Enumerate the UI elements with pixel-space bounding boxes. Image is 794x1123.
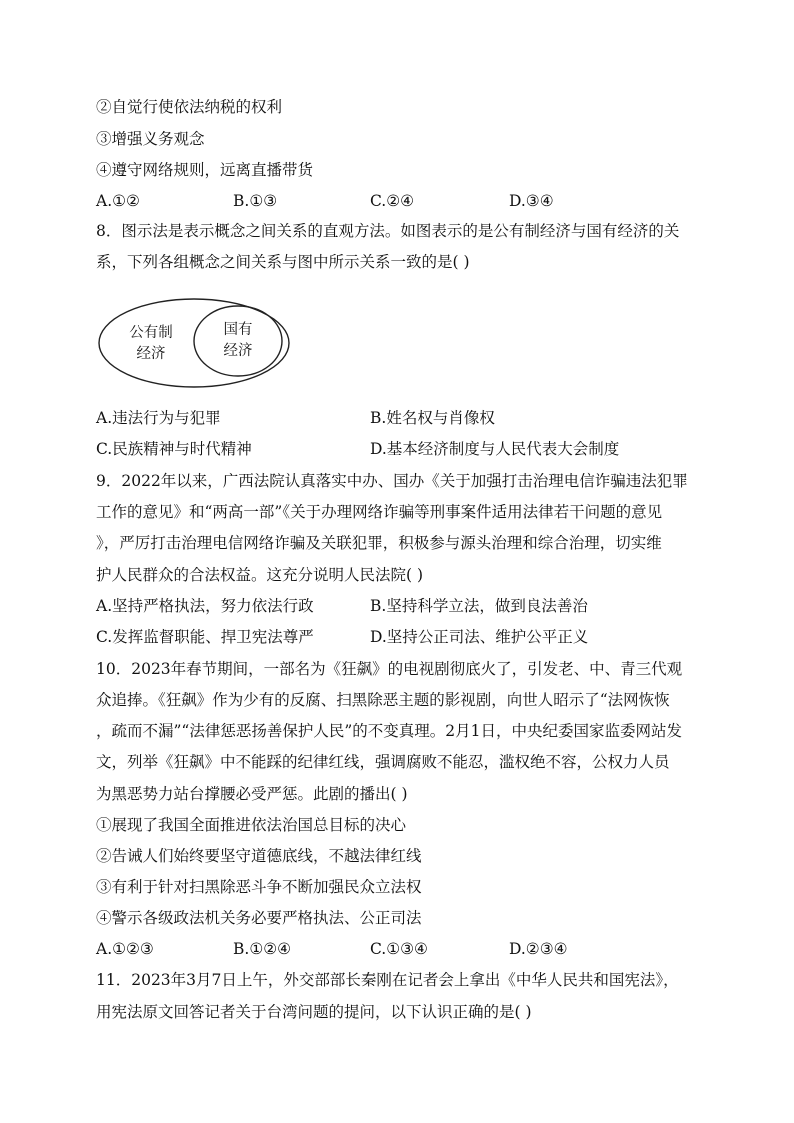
q8-option-c[interactable]: C.民族精神与时代精神 — [96, 440, 252, 458]
q10-stem-line-1: 10．2023年春节期间，一部名为《狂飙》的电视剧彻底火了，引发老、中、青三代观 — [96, 660, 683, 678]
q9-option-c[interactable]: C.发挥监督职能、捍卫宪法尊严 — [96, 628, 314, 646]
q9-stem-line-3: 》，严厉打击治理电信网络诈骗及关联犯罪，积极参与源头治理和综合治理，切实维 — [96, 534, 662, 552]
q7-statement-2: ②自觉行使依法纳税的权利 — [96, 98, 283, 116]
q10-option-a[interactable]: A.①②③ — [96, 940, 154, 958]
q10-option-c[interactable]: C.①③④ — [370, 940, 428, 958]
q10-stem-line-3: ，疏而不漏”“法律惩恶扬善保护人民”的不变真理。2月1日，中央纪委国家监委网站发 — [96, 722, 682, 740]
q10-options — [96, 939, 716, 959]
outer-label-line-2: 经济 — [136, 346, 166, 362]
q8-option-d[interactable]: D.基本经济制度与人民代表大会制度 — [370, 440, 620, 458]
q7-option-b[interactable]: B.①③ — [233, 192, 278, 210]
q7-option-d[interactable]: D.③④ — [509, 192, 554, 210]
inner-label-line-1: 国有 — [223, 322, 253, 338]
q7-statement-4: ④遵守网络规则，远离直播带货 — [96, 161, 314, 179]
q10-option-b[interactable]: B.①②④ — [233, 940, 292, 958]
q7-statement-3: ③增强义务观念 — [96, 130, 205, 148]
q10-statement-3: ③有利于针对扫黑除恶斗争不断加强民众立法权 — [96, 878, 422, 896]
q7-option-c[interactable]: C.②④ — [370, 192, 415, 210]
q8-options-row-2 — [96, 439, 716, 459]
q11-stem-line-2: 用宪法原文回答记者关于台湾问题的提问，以下认识正确的是( ) — [96, 1003, 532, 1021]
q10-statement-4: ④警示各级政法机关务必要严格执法、公正司法 — [96, 909, 422, 927]
inner-label-line-2: 经济 — [223, 343, 253, 359]
q8-stem-line-1: 8．图示法是表示概念之间关系的直观方法。如图表示的是公有制经济与国有经济的关 — [96, 222, 680, 240]
q7-options — [96, 191, 716, 211]
venn-diagram — [96, 296, 296, 390]
q8-option-a[interactable]: A.违法行为与犯罪 — [96, 409, 221, 427]
q9-option-b[interactable]: B.坚持科学立法，做到良法善治 — [370, 597, 588, 615]
q9-option-a[interactable]: A.坚持严格执法，努力依法行政 — [96, 597, 314, 615]
inner-ellipse-label — [211, 320, 265, 362]
q9-options-row-1 — [96, 596, 716, 616]
q10-option-d[interactable]: D.②③④ — [509, 940, 568, 958]
q9-option-d[interactable]: D.坚持公正司法、维护公平正义 — [370, 628, 589, 646]
q10-stem-line-2: 众追捧。《狂飙》作为少有的反腐、扫黑除恶主题的影视剧，向世人昭示了“法网恢恢 — [96, 691, 670, 709]
q11-stem-line-1: 11．2023年3月7日上午，外交部部长秦刚在记者会上拿出《中华人民共和国宪法》， — [96, 971, 679, 989]
q8-stem-line-2: 系，下列各组概念之间关系与图中所示关系一致的是( ) — [96, 253, 470, 271]
q7-option-a[interactable]: A.①② — [96, 192, 140, 210]
q10-statement-1: ①展现了我国全面推进依法治国总目标的决心 — [96, 816, 407, 834]
outer-ellipse-label — [121, 323, 181, 365]
q10-statement-2: ②告诫人们始终要坚守道德底线，不越法律红线 — [96, 847, 422, 865]
q9-stem-line-4: 护人民群众的合法权益。这充分说明人民法院( ) — [96, 566, 424, 584]
q8-options-row-1 — [96, 408, 716, 428]
q9-stem-line-1: 9．2022年以来，广西法院认真落实中办、国办《关于加强打击治理电信诈骗违法犯罪 — [96, 472, 688, 490]
q10-stem-line-5: 为黑恶势力站台撑腰必受严惩。此剧的播出( ) — [96, 785, 408, 803]
q10-stem-line-4: 文，列举《狂飙》中不能踩的纪律红线，强调腐败不能忍，滥权绝不容，公权力人员 — [96, 753, 670, 771]
q9-stem-line-2: 工作的意见》和“两高一部”《关于办理网络诈骗等刑事案件适用法律若干问题的意见 — [96, 503, 663, 521]
q8-option-b[interactable]: B.姓名权与肖像权 — [370, 409, 495, 427]
outer-label-line-1: 公有制 — [129, 325, 173, 341]
q9-options-row-2 — [96, 627, 716, 647]
